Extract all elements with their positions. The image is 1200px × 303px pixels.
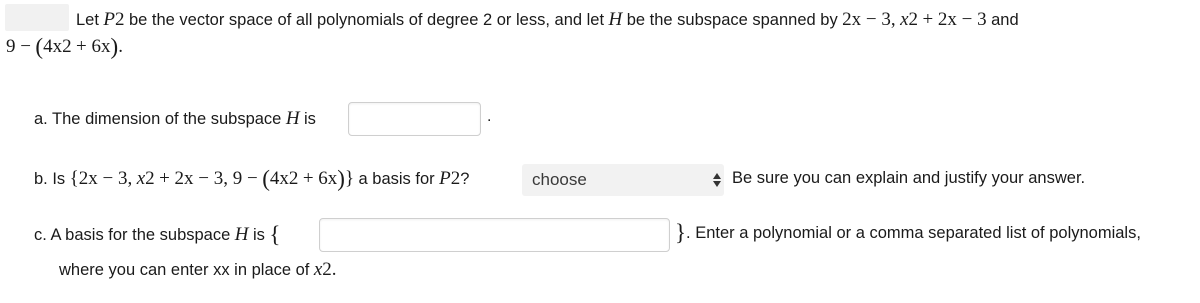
question-b-label: b. Is — [34, 169, 66, 188]
question-a-label: a. The dimension of the subspace — [34, 109, 282, 128]
hidden-marker — [5, 4, 69, 31]
dimension-input[interactable] — [348, 102, 481, 136]
polynomial-3-term: 4x — [43, 36, 63, 57]
question-a — [34, 108, 316, 130]
instructions-period: . — [331, 259, 337, 280]
set-open-brace: { — [69, 168, 79, 189]
intro-text: be the vector space of all polynomials of degree 2 or less, and let — [128, 10, 605, 29]
intro-text: Let — [76, 10, 99, 29]
select-arrows-icon — [712, 170, 722, 190]
polynomial-2-rest: + 2x − 3 — [922, 9, 987, 30]
set-element-2-var: x — [136, 168, 146, 189]
question-a-is: is — [304, 109, 316, 128]
set-close-brace: } — [344, 168, 355, 189]
basis-input[interactable] — [319, 218, 670, 252]
dimension-period: . — [487, 108, 492, 125]
set-element-1: 2x − 3, — [78, 168, 133, 189]
set-open-brace: { — [269, 222, 281, 247]
x-variable: x — [313, 259, 323, 280]
space-symbol: P — [103, 9, 115, 30]
set-element-2-rest: + 2x − 3, 9 − — [159, 168, 258, 189]
paren-close: ) — [110, 34, 119, 59]
question-b-mid: a basis for — [358, 169, 435, 188]
set-element-3-rest: + 6x — [302, 168, 338, 189]
question-b: b. Is { 2x − 3, x 2 + 2x − 3, 9 − ( 4x 2 + 6x ) } a basis for P 2 ? — [34, 166, 470, 191]
subspace-symbol: H — [234, 224, 249, 245]
polynomial-3-start: 9 − — [6, 36, 31, 57]
question-c-line2: where you can enter xx in place of x 2 . — [59, 259, 337, 280]
basis-answer-select[interactable] — [522, 164, 724, 196]
question-mark: ? — [460, 169, 470, 188]
question-c — [34, 222, 280, 248]
statement-period: . — [118, 36, 123, 57]
question-c-tail — [675, 220, 1141, 246]
set-element-3-term: 4x — [269, 168, 289, 189]
paren-close: ) — [337, 166, 345, 191]
polynomial-1: 2x − 3, — [842, 9, 896, 30]
polynomial-2-var: x — [900, 9, 909, 30]
paren-open: ( — [35, 34, 44, 59]
basis-instructions-2: where you can enter xx in place of — [59, 260, 310, 279]
question-c-label: c. A basis for the subspace — [34, 225, 231, 244]
basis-instructions: . Enter a polynomial or a comma separated list of polynomials, — [686, 223, 1141, 242]
subspace-symbol: H — [608, 9, 623, 30]
problem-statement-line2: 9 − ( 4x 2 + 6x ) . — [6, 34, 123, 59]
space-symbol: P — [439, 168, 451, 189]
select-value: choose — [532, 170, 587, 189]
intro-text: be the subspace spanned by — [626, 10, 838, 29]
intro-and: and — [991, 10, 1019, 29]
set-close-brace: } — [675, 220, 687, 245]
justify-note: Be sure you can explain and justify your answer. — [732, 169, 1086, 187]
problem-statement-line1: Let P 2 be the vector space of all polynomials of degree 2 or less, and let H be the subspace spanned by 2x − 3, x 2 + 2x − 3 and — [76, 9, 1019, 30]
paren-open: ( — [262, 166, 270, 191]
polynomial-3-rest: + 6x — [76, 36, 111, 57]
subspace-symbol: H — [285, 108, 300, 129]
question-c-is: is — [252, 225, 265, 244]
